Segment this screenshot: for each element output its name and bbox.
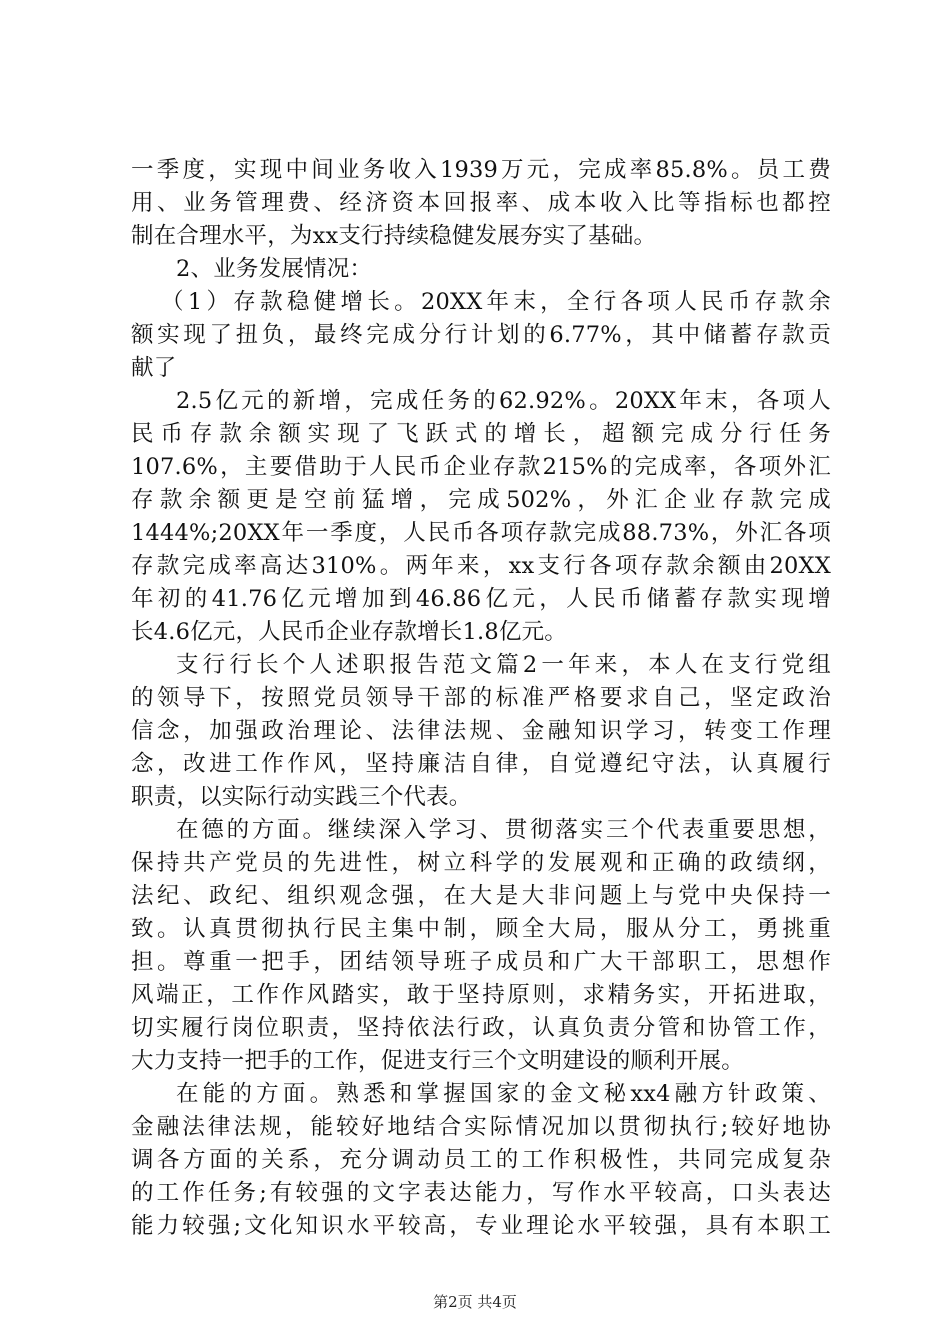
text-line: 金融法律法规，能较好地结合实际情况加以贯彻执行;较好地协 (131, 1114, 831, 1140)
text-line: 支行行长个人述职报告范文篇2一年来，本人在支行党组 (176, 652, 831, 678)
text-line: 念，改进工作作风，坚持廉洁自律，自觉遵纪守法，认真履行 (131, 751, 831, 777)
text-line: 保持共产党员的先进性，树立科学的发展观和正确的政绩纲， (131, 850, 831, 876)
text-line: 2、业务发展情况： (176, 256, 373, 282)
page-footer: 第2页 共4页 (433, 1293, 517, 1311)
text-line: 一季度，实现中间业务收入1939万元，完成率85.8%。员工费 (131, 157, 831, 183)
text-line: 年初的41.76亿元增加到46.86亿元，人民币储蓄存款实现增 (131, 586, 831, 612)
text-line: 在能的方面。熟悉和掌握国家的金文秘xx4融方针政策、 (176, 1081, 831, 1107)
document-body (131, 154, 831, 1243)
text-line: 致。认真贯彻执行民主集中制，顾全大局，服从分工，勇挑重 (131, 916, 831, 942)
text-line: 民币存款余额实现了飞跃式的增长，超额完成分行任务 (131, 421, 831, 447)
text-line: 额实现了扭负，最终完成分行计划的6.77%，其中储蓄存款贡 (131, 322, 831, 348)
text-line: 大力支持一把手的工作，促进支行三个文明建设的顺利开展。 (131, 1048, 744, 1074)
text-line: 能力较强;文化知识水平较高，专业理论水平较强，具有本职工 (131, 1213, 831, 1239)
text-line: 长4.6亿元，人民币企业存款增长1.8亿元。 (131, 619, 567, 645)
text-line: 法纪、政纪、组织观念强，在大是大非问题上与党中央保持一 (131, 883, 831, 909)
text-line: 107.6%，主要借助于人民币企业存款215%的完成率，各项外汇 (131, 454, 831, 480)
text-line: 存款完成率高达310%。两年来，xx支行各项存款余额由20XX (131, 553, 831, 579)
text-line: 献了 (131, 355, 177, 381)
text-line: 存款余额更是空前猛增，完成502%，外汇企业存款完成 (131, 487, 831, 513)
text-line: 调各方面的关系，充分调动员工的工作积极性，共同完成复杂 (131, 1147, 831, 1173)
text-line: 职责，以实际行动实践三个代表。 (131, 784, 472, 810)
text-line: 在德的方面。继续深入学习、贯彻落实三个代表重要思想， (176, 817, 831, 843)
text-line: 信念，加强政治理论、法律法规、金融知识学习，转变工作理 (131, 718, 831, 744)
text-line: 2.5亿元的新增，完成任务的62.92%。20XX年末，各项人 (176, 388, 831, 414)
text-line: 用、业务管理费、经济资本回报率、成本收入比等指标也都控 (131, 190, 831, 216)
text-line: （1）存款稳健增长。20XX年末，全行各项人民币存款余 (161, 289, 831, 315)
text-line: 切实履行岗位职责，坚持依法行政，认真负责分管和协管工作， (131, 1015, 831, 1041)
text-line: 的领导下，按照党员领导干部的标准严格要求自己，坚定政治 (131, 685, 831, 711)
text-line: 担。尊重一把手，团结领导班子成员和广大干部职工，思想作 (131, 949, 831, 975)
text-line: 制在合理水平，为xx支行持续稳健发展夯实了基础。 (131, 223, 657, 249)
text-line: 风端正，工作作风踏实，敢于坚持原则，求精务实，开拓进取， (131, 982, 831, 1008)
text-line: 的工作任务;有较强的文字表达能力，写作水平较高，口头表达 (131, 1180, 831, 1206)
text-line: 1444%;20XX年一季度，人民币各项存款完成88.73%，外汇各项 (131, 520, 831, 546)
